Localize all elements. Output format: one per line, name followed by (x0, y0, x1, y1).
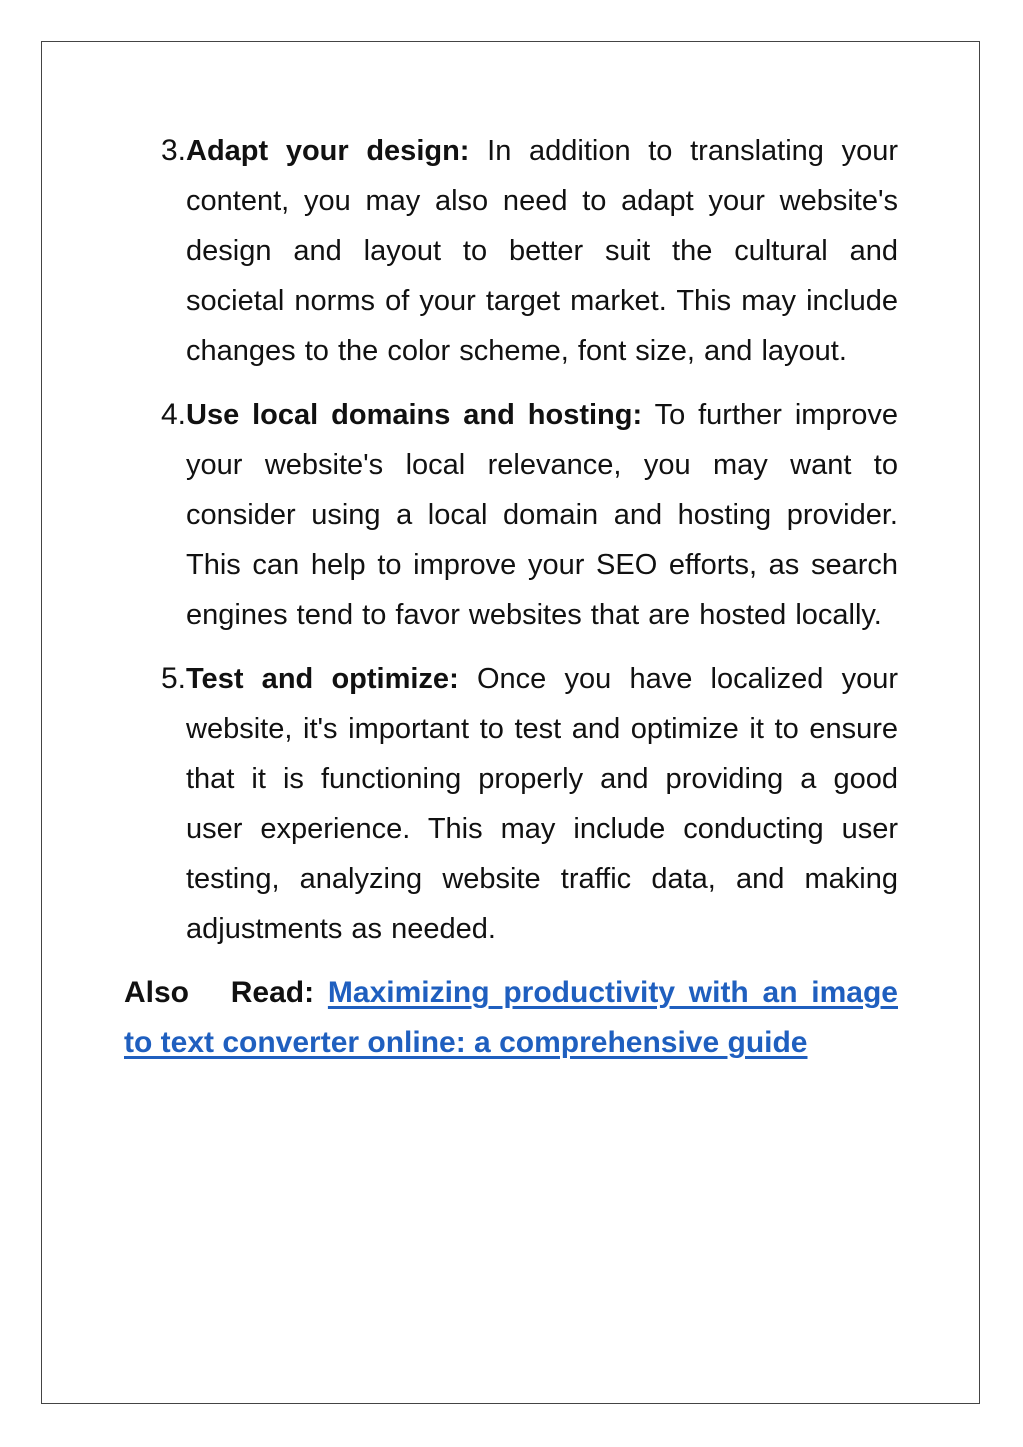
also-read-link[interactable]: Maximizing productivity with an image to text converter online: a comprehensive guide (124, 976, 898, 1059)
list-number: 3. (160, 134, 186, 167)
also-read-section (124, 968, 898, 1068)
also-read-label: Also Read: (124, 976, 315, 1009)
list-item-term: Test and optimize: (186, 663, 459, 695)
list-item (124, 390, 898, 640)
list-item-term: Use local domains and hosting: (186, 399, 643, 431)
list-item-term: Adapt your design: (186, 135, 470, 167)
list-item-text: Once you have localized your website, it's important to test and optimize it to ensure that it is functioning properly and providing a good user experience. This may include conducting user testing, analyzing website traffic data, and making adjustments as needed. (186, 663, 899, 945)
list-item-body (186, 126, 898, 376)
list-number: 5. (160, 662, 186, 695)
list-item-text: In addition to translating your content, you may also need to adapt your website's design and layout to better suit the cultural and societal norms of your target market. This may include changes to the color scheme, font size, and layout. (186, 135, 898, 367)
list-item (124, 654, 898, 954)
list-item (124, 126, 898, 376)
list-item-body (186, 390, 898, 640)
list-item-text: To further improve your website's local relevance, you may want to consider using a local domain and hosting provider. This can help to improve your SEO efforts, as search engines tend to favor websites that are hosted locally. (186, 399, 898, 631)
document-content (124, 126, 898, 1068)
list-number: 4. (160, 398, 186, 431)
list-item-body (186, 654, 898, 954)
